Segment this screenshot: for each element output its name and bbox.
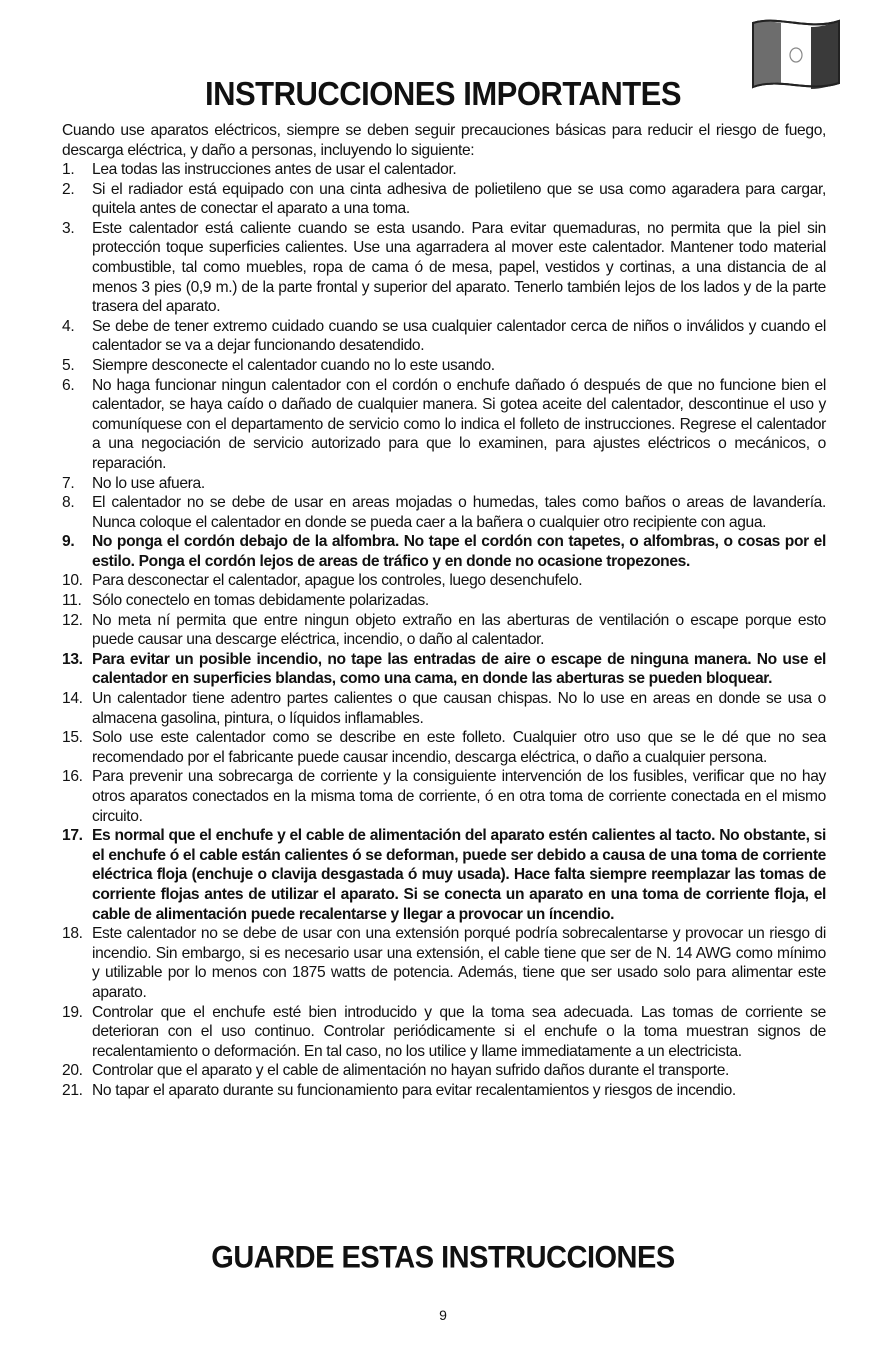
instruction-text: Es normal que el enchufe y el cable de alimentación del aparato estén calientes al tacto. No obstante, si el enchufe ó el cable están calientes ó se deforman, puede ser debido a causa de una toma de corriente eléctrica floja (enchuje o clavija desgastada ó muy usada). Hace falta siempre reemplazar las tomas de corriente flojas antes de utilizar el aparato. Si se conecta un aparato en una toma de corriente floja, el cable de alimentación puede recalentarse y llegar a provocar un íncendio. xyxy=(92,827,826,923)
instruction-text: No meta ní permita que entre ningun objeto extraño en las aberturas de ventilación o escape porque esto puede causar una descarge eléctrica, incendio, o daño al calentador. xyxy=(92,611,826,649)
instruction-item xyxy=(62,728,826,767)
instruction-item xyxy=(62,1081,826,1101)
instruction-text: Sólo conectelo en tomas debidamente polarizadas. xyxy=(92,592,429,610)
instruction-number: 14. xyxy=(62,690,83,708)
instruction-item xyxy=(62,767,826,826)
instruction-item xyxy=(62,219,826,317)
instruction-text: No haga funcionar ningun calentador con el cordón o enchufe dañado ó después de que no funcione bien el calentador, se haya caído o dañado de cualquier manera. Si gotea aceite del calentador, descontinue el uso y comuníquese con el departamento de servicio como lo indica el folleto de instrucciones. Regrese el calentador a una negociación de servicio autorizado para que lo examinen, para ajustes eléctricos o mecánicos, o reparación. xyxy=(92,376,826,472)
instruction-text: Si el radiador está equipado con una cinta adhesiva de polietileno que se usa como agaradera para cargar, quitela antes de conectar el aparato a una toma. xyxy=(92,180,826,218)
instruction-text: Controlar que el enchufe esté bien introducido y que la toma sea adecuada. Las tomas de corriente se deterioran con el uso continuo. Controlar periódicamente si el enchufe o la toma muestran signos de recalentamiento o deformación. En tal caso, no los utilice y llame immediatamente a un electricista. xyxy=(92,1003,826,1060)
instruction-number: 7. xyxy=(62,474,75,492)
instruction-number: 3. xyxy=(62,219,75,237)
instruction-number: 18. xyxy=(62,925,83,943)
instruction-item xyxy=(62,826,826,924)
page-title: INSTRUCCIONES IMPORTANTES xyxy=(204,74,682,113)
instruction-item xyxy=(62,474,826,494)
instruction-item xyxy=(62,356,826,376)
instruction-text: El calentador no se debe de usar en areas mojadas o humedas, tales como baños o areas de lavandería. Nunca coloque el calentador en donde se pueda caer a la bañera o cualquier otro recipiente con agua. xyxy=(92,494,826,531)
instruction-number: 6. xyxy=(62,376,75,394)
instruction-text: Se debe de tener extremo cuidado cuando se usa cualquier calentador cerca de niños o inválidos y cuando el calentador se va a dejar funcionando desatendido. xyxy=(92,317,826,355)
instruction-list xyxy=(62,160,826,1101)
instruction-number: 1. xyxy=(62,161,75,178)
instruction-number: 21. xyxy=(62,1081,83,1099)
instruction-item xyxy=(62,689,826,728)
instruction-item xyxy=(62,376,826,474)
instruction-item xyxy=(62,1003,826,1062)
instruction-number: 5. xyxy=(62,356,75,374)
instruction-item xyxy=(62,591,826,611)
instruction-text: Este calentador está caliente cuando se esta usando. Para evitar quemaduras, no permita que la piel sin protección toque superficies calientes. Use una agarradera al mover este calentador. Mantener todo material combustible, tal como muebles, ropa de cama ó de mesa, papel, vestidos y cortinas, a una distancia de al menos 3 pies (0,9 m.) de la parte frontal y superior del aparato. Tenerlo también lejos de los lados y de la parte trasera del aparato. xyxy=(92,219,826,316)
instruction-number: 17. xyxy=(62,827,83,845)
instruction-item xyxy=(62,611,826,650)
instruction-text: Lea todas las instrucciones antes de usar el calentador. xyxy=(92,161,457,178)
instruction-item xyxy=(62,571,826,591)
instruction-text: Para prevenir una sobrecarga de corriente y la consiguiente intervención de los fusibles, verificar que no hay otros aparatos conectados en la misma toma de corriente, ó en otra toma de corriente conectada en el mismo circuito. xyxy=(92,768,826,825)
instruction-number: 16. xyxy=(62,768,83,786)
instruction-number: 20. xyxy=(62,1062,83,1080)
instruction-item xyxy=(62,160,826,180)
instruction-text: Solo use este calentador como se describe en este folleto. Cualquier otro uso que se le dé que no sea recomendado por el fabricante puede causar incendio, descarga eléctrica, o daño a cualquier persona. xyxy=(92,729,826,766)
instruction-item xyxy=(62,532,826,571)
instruction-item xyxy=(62,924,826,1002)
instruction-number: 11. xyxy=(62,592,82,610)
instruction-text: No ponga el cordón debajo de la alfombra. No tape el cordón con tapetes, o alfombras, o cosas por el estilo. Ponga el cordón lejos de areas de tráfico y en donde no ocasione tropezones. xyxy=(92,533,826,570)
instruction-number: 10. xyxy=(62,572,83,590)
instruction-number: 2. xyxy=(62,180,75,198)
instruction-item xyxy=(62,650,826,689)
instruction-text: Un calentador tiene adentro partes calientes o que causan chispas. No lo use en areas en donde se usa o almacena gasolina, pintura, o líquidos inflamables. xyxy=(92,690,826,727)
instruction-number: 19. xyxy=(62,1003,83,1021)
instruction-text: No lo use afuera. xyxy=(92,474,205,492)
instruction-number: 15. xyxy=(62,729,83,747)
intro-paragraph: Cuando use aparatos eléctricos, siempre se deben seguir precauciones básicas para reducir el riesgo de fuego, descarga eléctrica, y daño a personas, incluyendo lo siguiente: xyxy=(62,122,826,159)
footer-title: GUARDE ESTAS INSTRUCCIONES xyxy=(211,1240,675,1276)
instruction-item xyxy=(62,317,826,356)
instruction-number: 9. xyxy=(62,533,75,551)
instruction-number: 4. xyxy=(62,317,75,335)
page-number: 9 xyxy=(439,1307,447,1323)
instruction-number: 13. xyxy=(62,650,83,668)
instruction-number: 8. xyxy=(62,494,75,512)
instruction-item xyxy=(62,493,826,532)
instruction-text: Para desconectar el calentador, apague los controles, luego desenchufelo. xyxy=(92,572,583,590)
instruction-number: 12. xyxy=(62,611,83,629)
instruction-item xyxy=(62,1061,826,1081)
instruction-item xyxy=(62,180,826,219)
instruction-text: Para evitar un posible incendio, no tape las entradas de aire o escape de ninguna manera. No use el calentador en superficies blandas, como una cama, en donde las aberturas se pueden bloquear. xyxy=(92,650,826,688)
instruction-text: Siempre desconecte el calentador cuando no lo este usando. xyxy=(92,356,495,374)
instruction-text: Controlar que el aparato y el cable de alimentación no hayan sufrido daños durante el transporte. xyxy=(92,1062,730,1080)
instruction-text: No tapar el aparato durante su funcionamiento para evitar recalentamientos y riesgos de incendio. xyxy=(92,1081,736,1099)
instruction-text: Este calentador no se debe de usar con una extensión porqué podría sobrecalentarse y provocar un riesgo di incendio. Sin embargo, si es necesario usar una extensión, el cable tiene que ser de N. 14 AWG como mínimo y utilizable por lo menos con 1875 watts de potencia. Además, tiene que ser usado solo para alimentar este aparato. xyxy=(92,925,826,1001)
